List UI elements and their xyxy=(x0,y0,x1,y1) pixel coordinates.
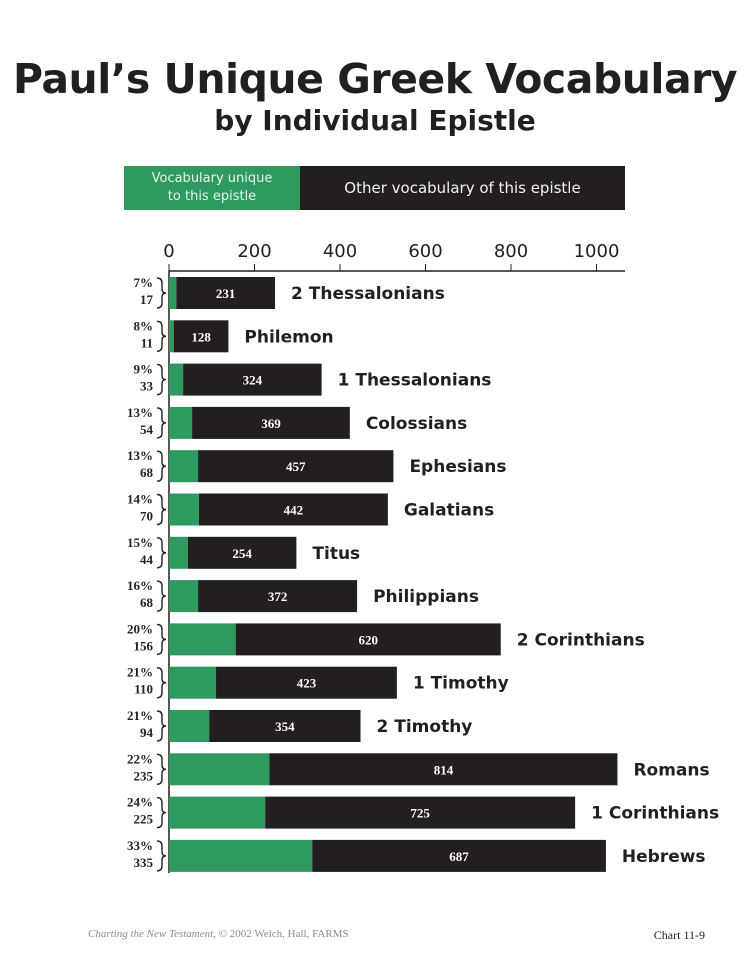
unique-count-label: 68 xyxy=(140,595,153,611)
brace-mark xyxy=(157,624,166,654)
brace-mark xyxy=(157,841,166,871)
bar-other-value-label: 814 xyxy=(433,762,454,778)
bar-category-label: Ephesians xyxy=(409,457,507,478)
unique-count-label: 11 xyxy=(140,335,153,351)
page-title: Paul’s Unique Greek Vocabulary xyxy=(12,55,738,103)
unique-count-label: 44 xyxy=(140,551,153,567)
brace-mark xyxy=(157,321,166,351)
bar-unique xyxy=(169,580,198,612)
brace-mark xyxy=(157,278,166,308)
bar-unique xyxy=(169,667,216,699)
bar-other-value-label: 687 xyxy=(449,848,469,864)
bar-other-value-label: 254 xyxy=(232,545,252,561)
bar-category-label: 1 Corinthians xyxy=(591,803,720,824)
brace-mark xyxy=(157,668,166,698)
bar-other-value-label: 457 xyxy=(286,459,306,475)
bar-other-value-label: 354 xyxy=(275,719,295,734)
bar-other-value-label: 369 xyxy=(261,415,281,431)
bar-category-label: 2 Corinthians xyxy=(516,630,645,651)
percent-label: 21% xyxy=(127,664,153,680)
percent-label: 13% xyxy=(127,404,153,420)
percent-label: 20% xyxy=(127,621,153,637)
brace-mark xyxy=(157,408,166,438)
bar-category-label: 2 Timothy xyxy=(376,717,473,737)
unique-count-label: 94 xyxy=(140,725,153,740)
bar-other-value-label: 442 xyxy=(283,502,304,518)
percent-label: 14% xyxy=(127,491,153,507)
unique-count-label: 110 xyxy=(134,681,153,697)
unique-count-label: 225 xyxy=(133,811,153,827)
x-tick-label: 1000 xyxy=(573,241,620,262)
bar-unique xyxy=(169,537,188,569)
bar-unique xyxy=(169,320,174,352)
unique-count-label: 68 xyxy=(140,465,153,481)
bar-unique xyxy=(169,623,236,655)
percent-label: 33% xyxy=(127,837,153,853)
legend-unique-label-line2: to this epistle xyxy=(167,189,257,204)
brace-mark xyxy=(157,495,166,525)
bar-other-value-label: 423 xyxy=(296,675,317,691)
unique-count-label: 17 xyxy=(140,292,153,307)
bar-category-label: Galatians xyxy=(403,500,495,521)
bar-category-label: 2 Thessalonians xyxy=(291,284,445,304)
bar-category-label: 1 Timothy xyxy=(412,673,509,694)
unique-count-label: 54 xyxy=(140,421,153,437)
bar-other-value-label: 372 xyxy=(267,589,288,605)
bar-unique xyxy=(169,494,199,526)
unique-count-label: 335 xyxy=(133,854,153,870)
percent-label: 16% xyxy=(127,578,153,594)
footer-source-rest: © 2002 Welch, Hall, FARMS xyxy=(215,928,349,940)
bar-category-label: Philemon xyxy=(244,327,334,348)
brace-mark xyxy=(157,365,166,395)
bar-category-label: Romans xyxy=(633,760,710,781)
bar-other-value-label: 128 xyxy=(191,329,211,345)
brace-mark xyxy=(157,451,166,481)
unique-count-label: 156 xyxy=(133,638,153,654)
bar-other-value-label: 231 xyxy=(215,286,236,301)
bar-unique xyxy=(169,450,198,482)
percent-label: 7% xyxy=(133,275,153,290)
x-tick-label: 400 xyxy=(322,241,358,262)
bar-other-value-label: 324 xyxy=(242,372,263,388)
x-tick-label: 600 xyxy=(408,241,443,262)
percent-label: 24% xyxy=(127,794,153,810)
x-tick-label: 800 xyxy=(493,241,529,262)
bar-category-label: Philippians xyxy=(373,587,480,608)
x-tick-label: 200 xyxy=(237,241,272,262)
bar-other-value-label: 620 xyxy=(358,632,378,648)
legend-unique-label-line1: Vocabulary unique xyxy=(151,171,273,186)
percent-label: 8% xyxy=(133,318,153,334)
x-tick-label: 0 xyxy=(163,241,175,262)
page-subtitle: by Individual Epistle xyxy=(214,104,536,137)
bar-unique xyxy=(169,753,269,785)
bar-unique xyxy=(169,407,192,439)
bar-other-value-label: 725 xyxy=(410,805,430,821)
bar-unique xyxy=(169,710,209,742)
brace-mark xyxy=(157,798,166,828)
footer-source xyxy=(88,928,349,940)
percent-label: 15% xyxy=(127,534,153,550)
brace-mark xyxy=(157,754,166,784)
brace-mark xyxy=(157,581,166,611)
bar-unique xyxy=(169,840,312,872)
bar-unique xyxy=(169,277,176,309)
brace-mark xyxy=(157,711,166,741)
legend-other-label: Other vocabulary of this epistle xyxy=(344,179,581,197)
unique-count-label: 235 xyxy=(133,768,153,784)
bar-unique xyxy=(169,797,265,829)
bar-category-label: 1 Thessalonians xyxy=(337,370,492,391)
percent-label: 22% xyxy=(127,751,153,767)
unique-count-label: 70 xyxy=(140,508,153,524)
footer-chart-number: Chart 11-9 xyxy=(653,928,705,942)
unique-count-label: 33 xyxy=(140,378,153,394)
bar-category-label: Colossians xyxy=(365,413,468,434)
bar-unique xyxy=(169,364,183,396)
bar-category-label: Hebrews xyxy=(621,846,706,867)
percent-label: 21% xyxy=(127,708,153,723)
bar-category-label: Titus xyxy=(312,543,361,564)
brace-mark xyxy=(157,538,166,568)
percent-label: 9% xyxy=(133,361,153,377)
percent-label: 13% xyxy=(127,448,153,464)
footer-source-title: Charting the New Testament, xyxy=(88,928,216,940)
